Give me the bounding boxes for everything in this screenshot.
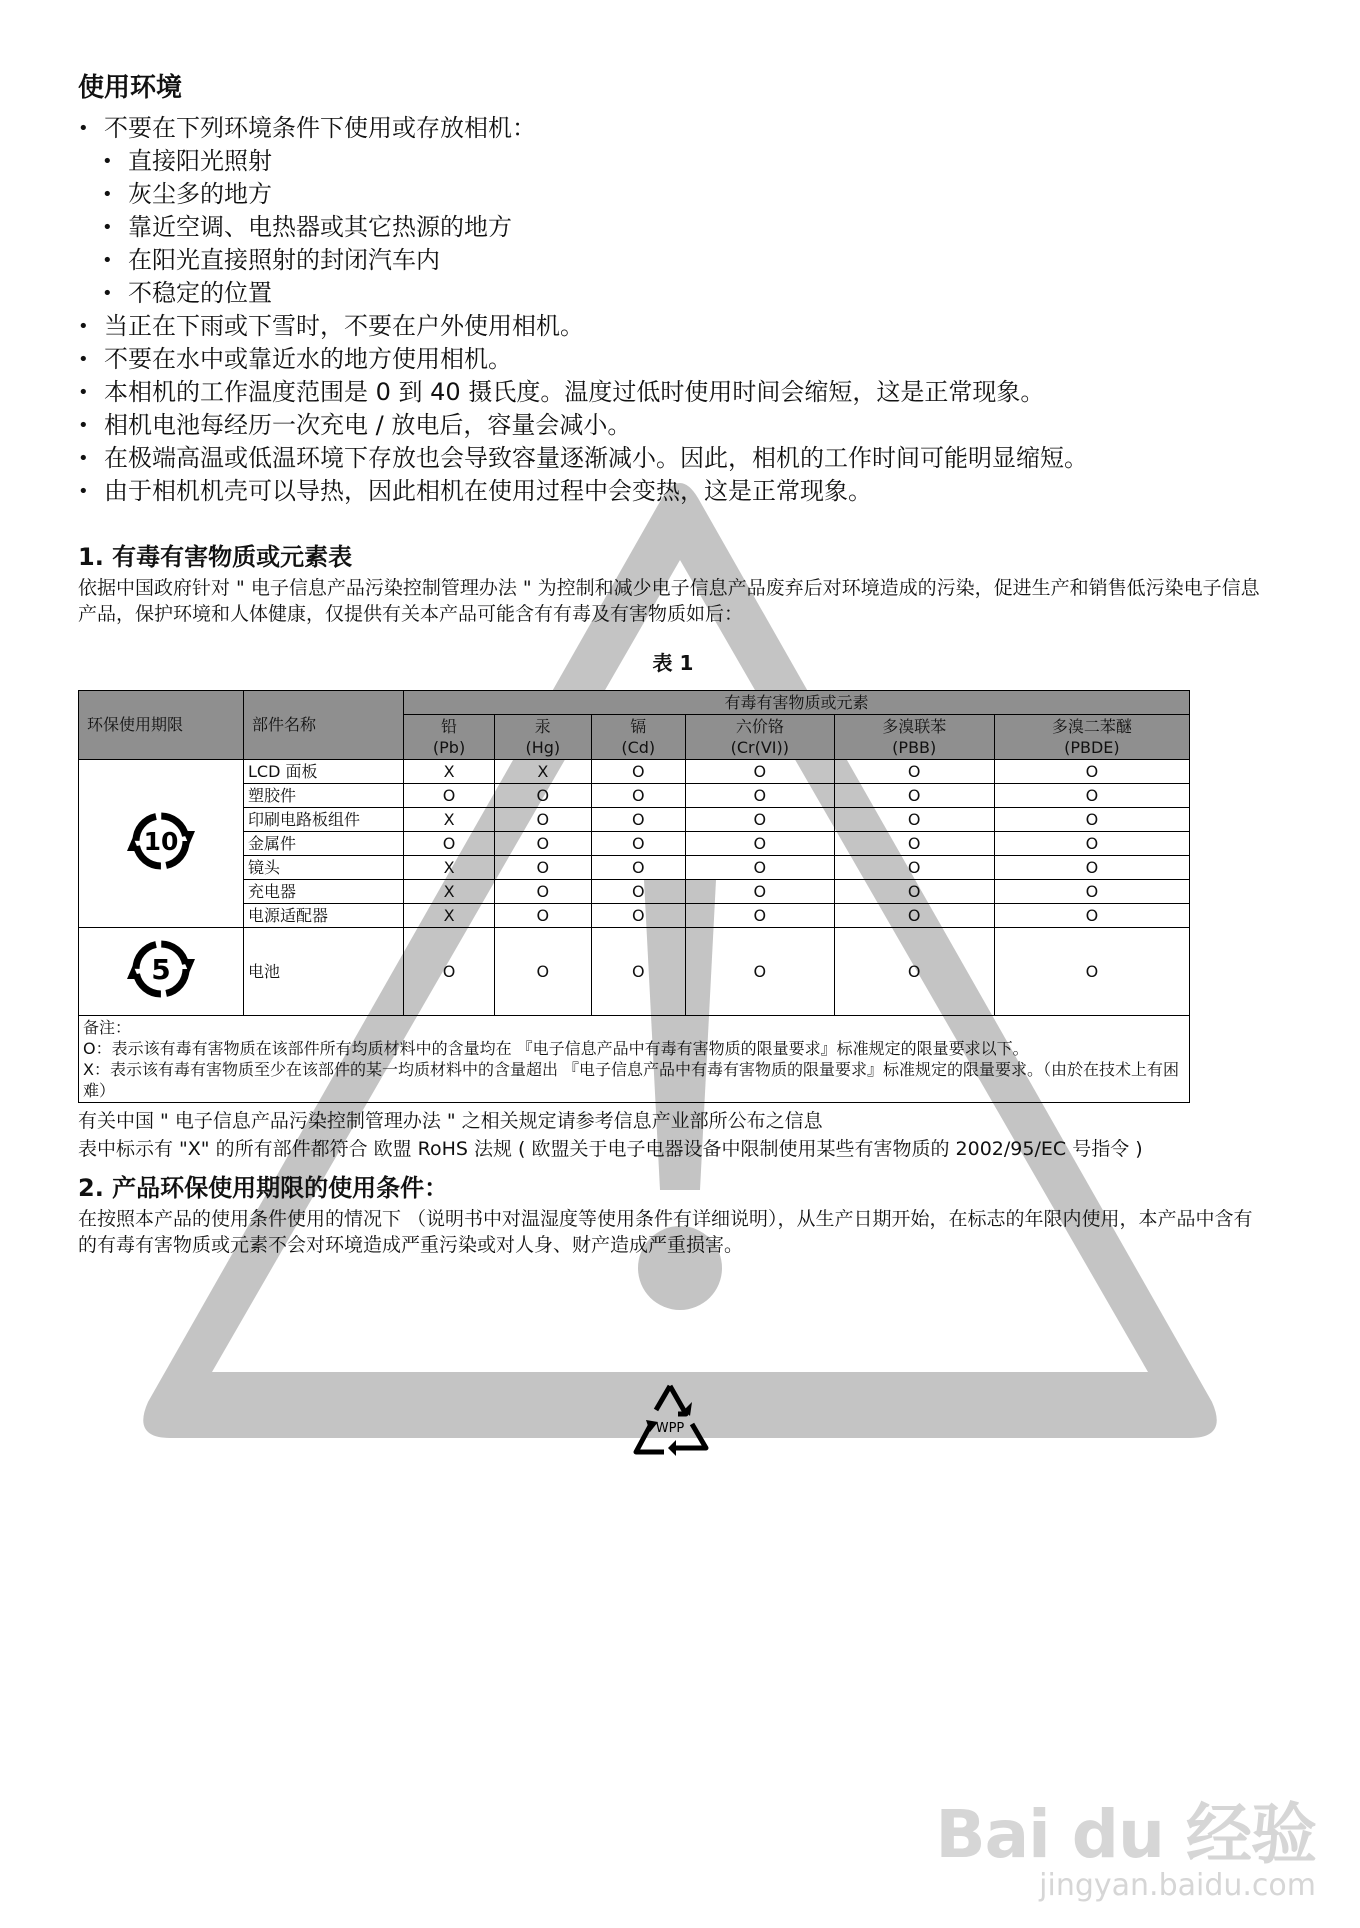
table-row	[79, 759, 1190, 783]
notes-row	[79, 1015, 1190, 1102]
after-line-2: 表中标示有 "X" 的所有部件都符合 欧盟 RoHS 法规 ( 欧盟关于电子电器设备中限制使用某些有害物质的 2002/95/EC 号指令 )	[78, 1137, 1143, 1160]
section-2	[78, 1173, 1268, 1258]
cell-value: O	[685, 807, 834, 831]
section-1-title: 1. 有毒有害物质或元素表	[78, 542, 353, 571]
col-period-header: 环保使用期限	[79, 690, 244, 759]
table-row	[79, 855, 1190, 879]
col-part-header: 部件名称	[244, 690, 404, 759]
part-name: 电源适配器	[244, 903, 404, 927]
part-name: 塑胶件	[244, 783, 404, 807]
env-item: • 本相机的工作温度范围是 0 到 40 摄氏度。温度过低时使用时间会缩短，这是正常现象。	[78, 376, 1268, 409]
env-sub-item: • 在阳光直接照射的封闭汽车内	[78, 244, 1268, 277]
part-name: 金属件	[244, 831, 404, 855]
cell-value: O	[591, 759, 685, 783]
cell-value: O	[591, 831, 685, 855]
epup-10-icon	[121, 801, 201, 881]
cell-value: O	[404, 783, 495, 807]
cell-value: O	[685, 855, 834, 879]
substance-header: 六价铬 (Cr(VI))	[685, 714, 834, 759]
note-x: X：表示该有毒有害物质至少在该部件的某一均质材料中的含量超出 『电子信息产品中有毒有害物质的限量要求』标准规定的限量要求。（由於在技术上有困难）	[83, 1059, 1180, 1100]
cell-value: O	[834, 759, 994, 783]
cell-value: O	[994, 903, 1189, 927]
env-item: • 在极端高温或低温环境下存放也会导致容量逐渐减小。因此，相机的工作时间可能明显缩短。	[78, 442, 1268, 475]
env-item: • 当正在下雨或下雪时，不要在户外使用相机。	[78, 310, 1268, 343]
part-name: 电池	[244, 927, 404, 1015]
cell-value: O	[834, 879, 994, 903]
table-row	[79, 807, 1190, 831]
hazard-table	[78, 690, 1190, 1103]
table-row	[79, 879, 1190, 903]
env-sub-list	[78, 145, 1268, 310]
cell-value: O	[591, 903, 685, 927]
period-5-cell	[79, 927, 244, 1015]
note-o: O：表示该有毒有害物质在该部件所有均质材料中的含量均在 『电子信息产品中有毒有害物质的限量要求』标准规定的限量要求以下。	[83, 1038, 1029, 1058]
section-2-title: 2. 产品环保使用期限的使用条件：	[78, 1173, 449, 1202]
substance-header: 多溴二苯醚 (PBDE)	[994, 714, 1189, 759]
env-list	[78, 112, 1268, 145]
baidu-watermark	[935, 1796, 1316, 1904]
substance-header: 汞 (Hg)	[495, 714, 591, 759]
section-1	[78, 542, 1268, 1163]
cell-value: X	[495, 759, 591, 783]
env-item: • 不要在下列环境条件下使用或存放相机：	[78, 112, 1268, 145]
cell-value: O	[834, 903, 994, 927]
cell-value: O	[495, 783, 591, 807]
cell-value: O	[685, 783, 834, 807]
period-10-cell	[79, 759, 244, 927]
table-row	[79, 927, 1190, 1015]
cell-value: O	[495, 807, 591, 831]
table-row	[79, 831, 1190, 855]
part-name: 镜头	[244, 855, 404, 879]
period-10-label: 10	[143, 826, 179, 856]
env-sub-item: • 直接阳光照射	[78, 145, 1268, 178]
recycle-icon	[628, 1380, 712, 1464]
cell-value: O	[834, 855, 994, 879]
cell-value: O	[994, 879, 1189, 903]
cell-value: O	[591, 879, 685, 903]
part-name: LCD 面板	[244, 759, 404, 783]
env-sub-item: • 不稳定的位置	[78, 277, 1268, 310]
substance-group-header: 有毒有害物质或元素	[404, 690, 1190, 714]
notes-cell	[79, 1015, 1190, 1102]
env-title: 使用环境	[78, 73, 183, 103]
epup-5-icon	[121, 929, 201, 1009]
after-line-1: 有关中国 " 电子信息产品污染控制管理办法 " 之相关规定请参考信息产业部所公布之信息	[78, 1109, 823, 1132]
cell-value: O	[994, 855, 1189, 879]
cell-value: O	[591, 855, 685, 879]
cell-value: O	[591, 927, 685, 1015]
notes-label: 备注：	[83, 1017, 132, 1037]
part-name: 充电器	[244, 879, 404, 903]
env-sub-item: • 靠近空调、电热器或其它热源的地方	[78, 211, 1268, 244]
cell-value: O	[994, 927, 1189, 1015]
substance-header: 镉 (Cd)	[591, 714, 685, 759]
env-list-continued	[78, 310, 1268, 508]
cell-value: X	[404, 855, 495, 879]
cell-value: X	[404, 759, 495, 783]
cell-value: O	[495, 855, 591, 879]
table-row	[79, 903, 1190, 927]
cell-value: O	[994, 807, 1189, 831]
cell-value: O	[834, 831, 994, 855]
period-5-label: 5	[151, 952, 171, 986]
cell-value: O	[834, 783, 994, 807]
substance-header: 多溴联苯 (PBB)	[834, 714, 994, 759]
cell-value: O	[495, 831, 591, 855]
env-item: • 由于相机机壳可以导热，因此相机在使用过程中会变热，这是正常现象。	[78, 475, 1268, 508]
cell-value: O	[404, 927, 495, 1015]
cell-value: X	[404, 903, 495, 927]
watermark-url: jingyan.baidu.com	[1039, 1868, 1316, 1903]
cell-value: O	[591, 783, 685, 807]
cell-value: O	[994, 783, 1189, 807]
cell-value: O	[685, 759, 834, 783]
part-name: 印刷电路板组件	[244, 807, 404, 831]
watermark-brand: Bai du 经验	[935, 1796, 1316, 1873]
cell-value: O	[685, 903, 834, 927]
cell-value: O	[834, 807, 994, 831]
cell-value: O	[685, 831, 834, 855]
cell-value: O	[495, 903, 591, 927]
cell-value: O	[994, 831, 1189, 855]
substance-header: 铅 (Pb)	[404, 714, 495, 759]
cell-value: O	[404, 831, 495, 855]
after-table-text	[78, 1107, 1268, 1163]
cell-value: O	[495, 927, 591, 1015]
table-caption: 表 1	[652, 650, 694, 675]
cell-value: X	[404, 807, 495, 831]
section-2-body: 在按照本产品的使用条件使用的情况下 （说明书中对温湿度等使用条件有详细说明），从生产日期开始，在标志的年限内使用，本产品中含有的有毒有害物质或元素不会对环境造成严重污染或对人身、财产造成严重损害。	[78, 1208, 1253, 1257]
cell-value: X	[404, 879, 495, 903]
table-row	[79, 783, 1190, 807]
env-item: • 不要在水中或靠近水的地方使用相机。	[78, 343, 1268, 376]
env-sub-item: • 灰尘多的地方	[78, 178, 1268, 211]
cell-value: O	[994, 759, 1189, 783]
env-item: • 相机电池每经历一次充电 / 放电后，容量会减小。	[78, 409, 1268, 442]
section-1-intro: 依据中国政府针对 " 电子信息产品污染控制管理办法 " 为控制和减少电子信息产品废弃后对环境造成的污染，促进生产和销售低污染电子信息产品，保护环境和人体健康，仅提供有关本产品可能含有有毒及有害物质如后：	[78, 576, 1260, 625]
cell-value: O	[685, 927, 834, 1015]
cell-value: O	[685, 879, 834, 903]
cell-value: O	[834, 927, 994, 1015]
cell-value: O	[495, 879, 591, 903]
recycle-label: WPP	[655, 1421, 685, 1436]
cell-value: O	[591, 807, 685, 831]
document-body	[78, 72, 1268, 1258]
